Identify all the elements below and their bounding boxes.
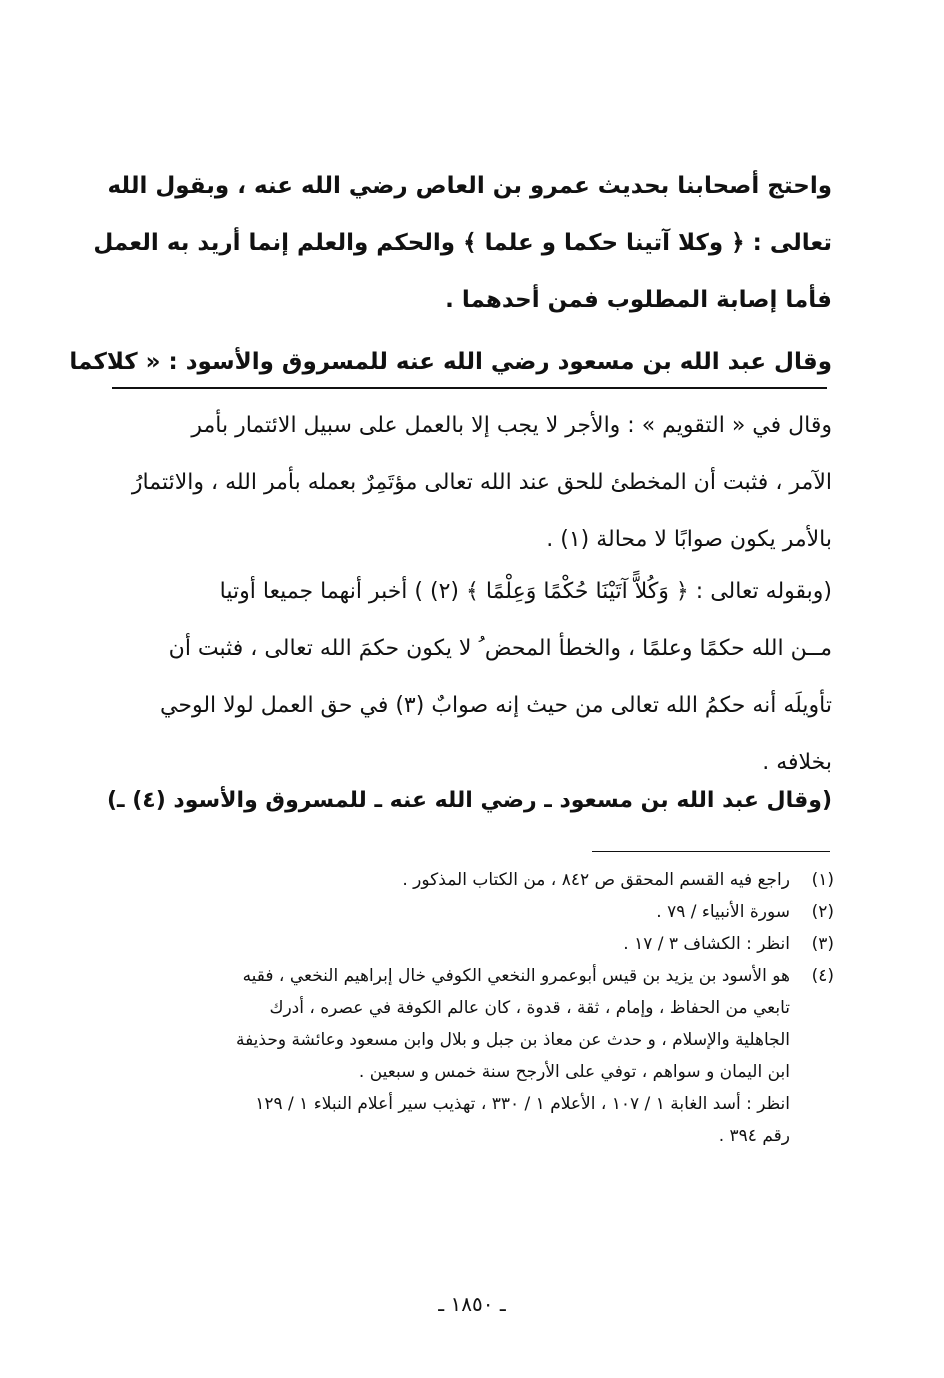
- footnote: [112, 896, 834, 928]
- commentary-line: الآمر ، فثبت أن المخطئ للحق عند الله تعالى مؤتَمِرٌ بعمله بأمر الله ، والائتمارُ: [131, 470, 832, 495]
- main-text-line: وقال عبد الله بن مسعود رضي الله عنه للمسروق والأسود : « كلاكما: [69, 349, 832, 375]
- commentary-line: بالأمر يكون صوابًا لا محالة (١) .: [546, 527, 832, 552]
- footnote-number: (١): [811, 870, 834, 890]
- footnote-number: (٢): [811, 902, 834, 922]
- commentary-line: مــن الله حكمًا وعلمًا ، والخطأ المحض ُ لا يكون حكمَ الله تعالى ، فثبت أن: [168, 636, 832, 661]
- main-text-block: [69, 158, 832, 391]
- main-text-line: فأما إصابة المطلوب فمن أحدهما .: [445, 287, 832, 313]
- footnote-line: راجع فيه القسم المحقق ص ٨٤٢ ، من الكتاب المذكور .: [402, 870, 790, 890]
- footnote-line: هو الأسود بن يزيد بن قيس أبوعمرو النخعي الكوفي خال إبراهيم النخعي ، فقيه: [242, 966, 790, 986]
- commentary-paragraph: [106, 772, 832, 829]
- section-divider: [112, 387, 827, 389]
- footnote-divider: [592, 851, 830, 852]
- commentary-paragraph: [112, 397, 832, 568]
- footnote: [112, 960, 834, 1088]
- footnote-number: (٣): [811, 934, 834, 954]
- footnotes: [112, 864, 834, 1152]
- commentary-line: بخلافه .: [762, 750, 832, 775]
- footnote-line: رقم ٣٩٤ .: [718, 1126, 790, 1146]
- commentary-line: وقال في « التقويم » : والأجر لا يجب إلا بالعمل على سبيل الائتمار بأمر: [191, 413, 832, 438]
- footnote-line: انظر : أسد الغابة ١ / ١٠٧ ، الأعلام ١ / ٣٣٠ ، تهذيب سير أعلام النبلاء ١ / ١٢٩: [255, 1094, 790, 1114]
- footnote: [112, 864, 834, 896]
- footnote-line: سورة الأنبياء / ٧٩ .: [656, 902, 790, 922]
- footnote: [112, 928, 834, 960]
- footnote-references: [112, 1088, 790, 1152]
- commentary-paragraph: [112, 563, 832, 791]
- footnote-line: انظر : الكشاف ٣ / ١٧ .: [623, 934, 790, 954]
- page-number: ـ ١٨٥٠ ـ: [438, 1292, 506, 1316]
- footnote-line: ابن اليمان و سواهم ، توفي على الأرجح سنة خمس و سبعين .: [358, 1062, 790, 1082]
- main-text-line: واحتج أصحابنا بحديث عمرو بن العاص رضي الله عنه ، وبقول الله: [107, 173, 832, 199]
- commentary-line: (وقال عبد الله بن مسعود ـ رضي الله عنه ـ للمسروق والأسود (٤) ـ): [106, 788, 832, 813]
- main-text-line: تعالى : ﴿ وكلا آتينا حكما و علما ﴾ والحكم والعلم إنما أريد به العمل: [93, 230, 832, 256]
- commentary-line: تأويلَه أنه حكمُ الله تعالى من حيث إنه صوابٌ (٣) في حق العمل لولا الوحي: [160, 693, 832, 718]
- footnote-number: (٤): [811, 966, 834, 986]
- footnote-line: الجاهلية والإسلام ، و حدث عن معاذ بن جبل و بلال وابن مسعود وعائشة وحذيفة: [235, 1030, 790, 1050]
- footnote-line: تابعي من الحفاظ ، وإمام ، ثقة ، قدوة ، كان عالم الكوفة في عصره ، أدرك: [269, 998, 790, 1018]
- commentary-line: (وبقوله تعالى : ﴿ وَكُلاًّ آتَيْنَا حُكْمًا وَعِلْمًا ﴾ (٢) ) أخبر أنهما جميعا أوتيا: [219, 579, 832, 604]
